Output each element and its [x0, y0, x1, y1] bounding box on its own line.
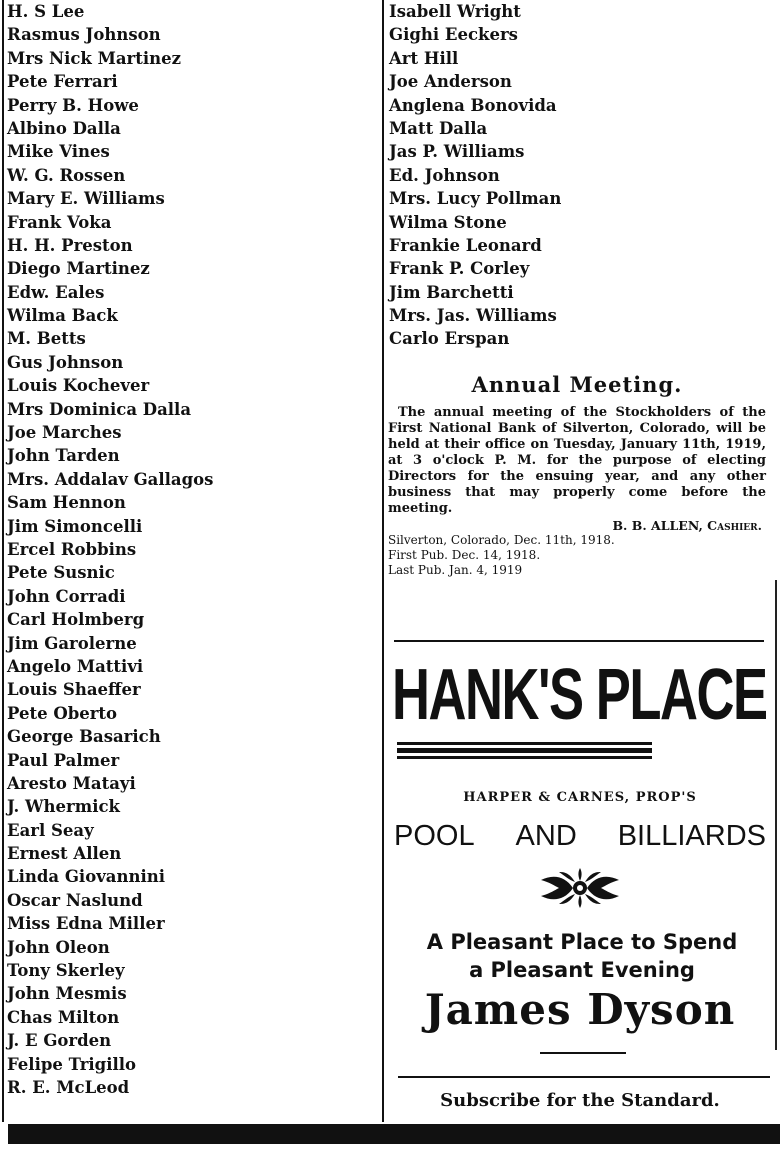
- subscribe-line: Subscribe for the Standard.: [440, 1090, 720, 1111]
- right-column-name-item: Jim Barchetti: [389, 282, 514, 302]
- left-column-name-item: Albino Dalla: [7, 118, 121, 138]
- left-column-name-item: Ernest Allen: [7, 844, 122, 864]
- left-column-name-item: J. Whermick: [7, 797, 120, 817]
- right-name-list: [389, 0, 561, 351]
- left-column-name-item: Mrs Nick Martinez: [7, 48, 181, 68]
- left-column-name-item: Louis Kochever: [7, 376, 150, 396]
- left-column-name-item: Mary E. Williams: [7, 189, 165, 209]
- left-column-name-item: Felipe Trigillo: [7, 1054, 137, 1074]
- left-column-name-item: R. E. McLeod: [7, 1077, 130, 1097]
- left-column-name-item: Perry B. Howe: [7, 95, 139, 115]
- right-column-name-item: Jas P. Williams: [389, 142, 525, 162]
- left-column-name-item: Sam Hennon: [7, 493, 126, 513]
- left-column-rule: [2, 0, 4, 1122]
- meeting-last-pub: Last Pub. Jan. 4, 1919: [388, 563, 523, 577]
- pool-word: POOL: [394, 820, 475, 852]
- right-column-name-item: Joe Anderson: [389, 72, 512, 92]
- hanks-place-title: HANK'S PLACE: [392, 655, 767, 735]
- left-column-name-item: Aresto Matayi: [7, 773, 136, 793]
- ad-bottom-rule: [398, 1076, 770, 1078]
- right-column-name-item: Mrs. Lucy Pollman: [389, 189, 562, 209]
- right-column-name-item: Gighi Eeckers: [389, 25, 518, 45]
- ad-tagline: [394, 928, 770, 984]
- left-column-name-item: Miss Edna Miller: [7, 914, 165, 934]
- left-column-name-item: Carl Holmberg: [7, 610, 145, 630]
- left-column-name-item: Jim Garolerne: [7, 633, 137, 653]
- column-divider-rule: [382, 0, 384, 1122]
- left-column-name-item: Oscar Naslund: [7, 890, 143, 910]
- ad-owner-name: James Dyson: [424, 985, 736, 1034]
- bottom-heavy-rule: [8, 1124, 780, 1144]
- left-column-name-item: Ercel Robbins: [7, 539, 137, 559]
- left-column-name-item: Joe Marches: [7, 423, 122, 443]
- ad-double-rule-bottom: [397, 756, 652, 759]
- floral-ornament-icon: [535, 868, 625, 908]
- ad-short-rule: [540, 1052, 626, 1054]
- left-column-name-item: Mrs. Addalav Gallagos: [7, 469, 214, 489]
- ad-proprietors: HARPER & CARNES, PROP'S: [463, 790, 697, 805]
- left-column-name-item: Earl Seay: [7, 820, 94, 840]
- left-column-name-item: Jim Simoncelli: [7, 516, 143, 536]
- meeting-place-date: Silverton, Colorado, Dec. 11th, 1918.: [388, 533, 615, 547]
- left-column-name-item: Mrs Dominica Dalla: [7, 399, 192, 419]
- left-column-name-item: Paul Palmer: [7, 750, 120, 770]
- left-column-name-item: H. S Lee: [7, 2, 85, 21]
- left-column-name-item: Gus Johnson: [7, 352, 124, 372]
- right-column-name-item: Art Hill: [389, 48, 459, 68]
- left-column-name-item: M. Betts: [7, 329, 86, 349]
- tagline-line-1: A Pleasant Place to Spend: [426, 930, 738, 954]
- annual-meeting-notice: [388, 372, 766, 578]
- left-column-name-item: Linda Giovannini: [7, 867, 166, 887]
- left-column-name-item: Frank Voka: [7, 212, 112, 232]
- meeting-signature: B. B. ALLEN, Cashier.: [612, 518, 762, 533]
- right-column-name-item: Matt Dalla: [389, 118, 488, 138]
- right-column-name-item: Carlo Erspan: [389, 329, 510, 349]
- tagline-line-2: a Pleasant Evening: [469, 958, 695, 982]
- and-word: AND: [515, 820, 577, 852]
- left-column-name-item: Edw. Eales: [7, 282, 105, 302]
- left-column-name-item: J. E Gorden: [7, 1031, 112, 1051]
- left-column-name-item: John Corradi: [7, 586, 126, 606]
- right-column-name-item: Wilma Stone: [389, 212, 507, 232]
- right-column-name-item: Isabell Wright: [389, 2, 521, 21]
- left-name-list: [7, 0, 213, 1099]
- left-column-name-item: Mike Vines: [7, 142, 110, 162]
- left-column-name-item: Rasmus Johnson: [7, 25, 161, 45]
- ad-double-rule-top: [397, 742, 652, 745]
- left-column-name-item: George Basarich: [7, 727, 161, 747]
- left-column-name-item: John Oleon: [7, 937, 110, 957]
- billiards-word: BILLIARDS: [617, 820, 766, 852]
- left-column-name-item: John Mesmis: [7, 984, 127, 1004]
- left-column-name-item: Angelo Mattivi: [7, 656, 144, 676]
- left-column-name-item: Wilma Back: [7, 306, 118, 326]
- right-edge-rule: [775, 580, 777, 1050]
- meeting-body: The annual meeting of the Stockholders of the First National Bank of Silverton, Colorado, will be held at their office on Tuesday, January 11th, 1919, at 3 o'clock P. M. for the purpose of electing Directors for the ensuing year, and any other business that may properly come before the meeting.: [388, 405, 766, 516]
- meeting-first-pub: First Pub. Dec. 14, 1918.: [388, 548, 541, 562]
- right-column-name-item: Anglena Bonovida: [389, 95, 557, 115]
- left-column-name-item: John Tarden: [7, 446, 120, 466]
- left-column-name-item: Pete Susnic: [7, 563, 115, 583]
- right-column-name-item: Frankie Leonard: [389, 235, 542, 255]
- right-column-name-item: Ed. Johnson: [389, 165, 500, 185]
- ad-double-rule-middle: [397, 748, 652, 753]
- meeting-title: Annual Meeting.: [471, 372, 683, 397]
- pool-and-billiards: [394, 816, 766, 856]
- left-column-name-item: Pete Oberto: [7, 703, 118, 723]
- left-column-name-item: W. G. Rossen: [7, 165, 126, 185]
- left-column-name-item: Louis Shaeffer: [7, 680, 141, 700]
- left-column-name-item: H. H. Preston: [7, 235, 133, 255]
- ad-top-rule: [394, 640, 764, 642]
- left-column-name-item: Diego Martinez: [7, 259, 150, 279]
- left-column-name-item: Tony Skerley: [7, 961, 125, 981]
- left-column-name-item: Chas Milton: [7, 1007, 120, 1027]
- right-column-name-item: Mrs. Jas. Williams: [389, 306, 557, 326]
- right-column-name-item: Frank P. Corley: [389, 259, 530, 279]
- left-column-name-item: Pete Ferrari: [7, 72, 118, 92]
